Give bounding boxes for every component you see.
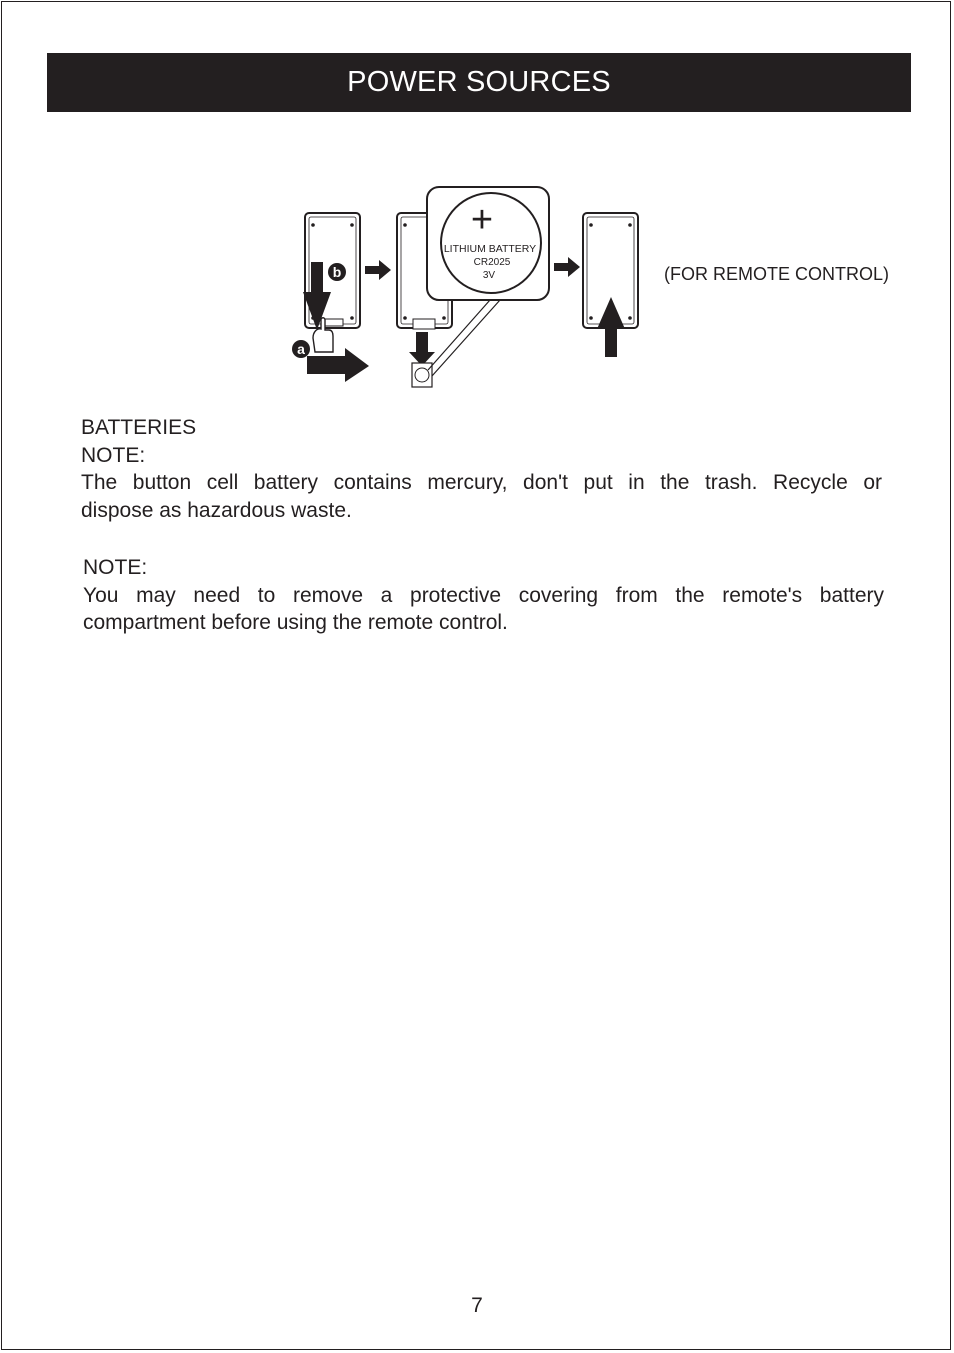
battery-plus-sign: +	[470, 199, 494, 241]
section-header	[47, 53, 911, 112]
batteries-heading: BATTERIES	[81, 416, 197, 439]
battery-installation-illustration	[285, 180, 575, 395]
batteries-note-label: NOTE:	[81, 443, 146, 467]
section-title: POWER SOURCES	[347, 66, 611, 98]
battery-label-line1: LITHIUM BATTERY	[443, 243, 537, 255]
figure-caption: (FOR REMOTE CONTROL)	[664, 264, 889, 284]
note2-line1: You may need to remove a protective covering from the remote's battery	[83, 583, 884, 607]
page-number: 7	[471, 1294, 483, 1317]
battery-label-line2: CR2025	[473, 257, 511, 268]
step-b-label: b	[332, 264, 342, 280]
pull-right-arrow-icon	[307, 348, 369, 382]
next-step-arrow-icon-2	[554, 257, 580, 277]
batteries-note-line1: The button cell battery contains mercury, don't put in the trash. Recycle or	[81, 471, 882, 494]
batteries-section	[81, 414, 882, 524]
note2-label: NOTE:	[83, 556, 148, 579]
batteries-note-line2: dispose as hazardous waste.	[81, 498, 352, 522]
next-step-arrow-icon	[365, 260, 391, 280]
step-a-label: a	[297, 341, 305, 357]
note2-line2: compartment before using the remote control.	[83, 611, 508, 634]
final-step-illustration	[552, 205, 652, 365]
battery-label-line3: 3V	[482, 270, 496, 281]
protective-cover-note	[83, 554, 884, 637]
battery-installation-diagram	[285, 180, 575, 395]
